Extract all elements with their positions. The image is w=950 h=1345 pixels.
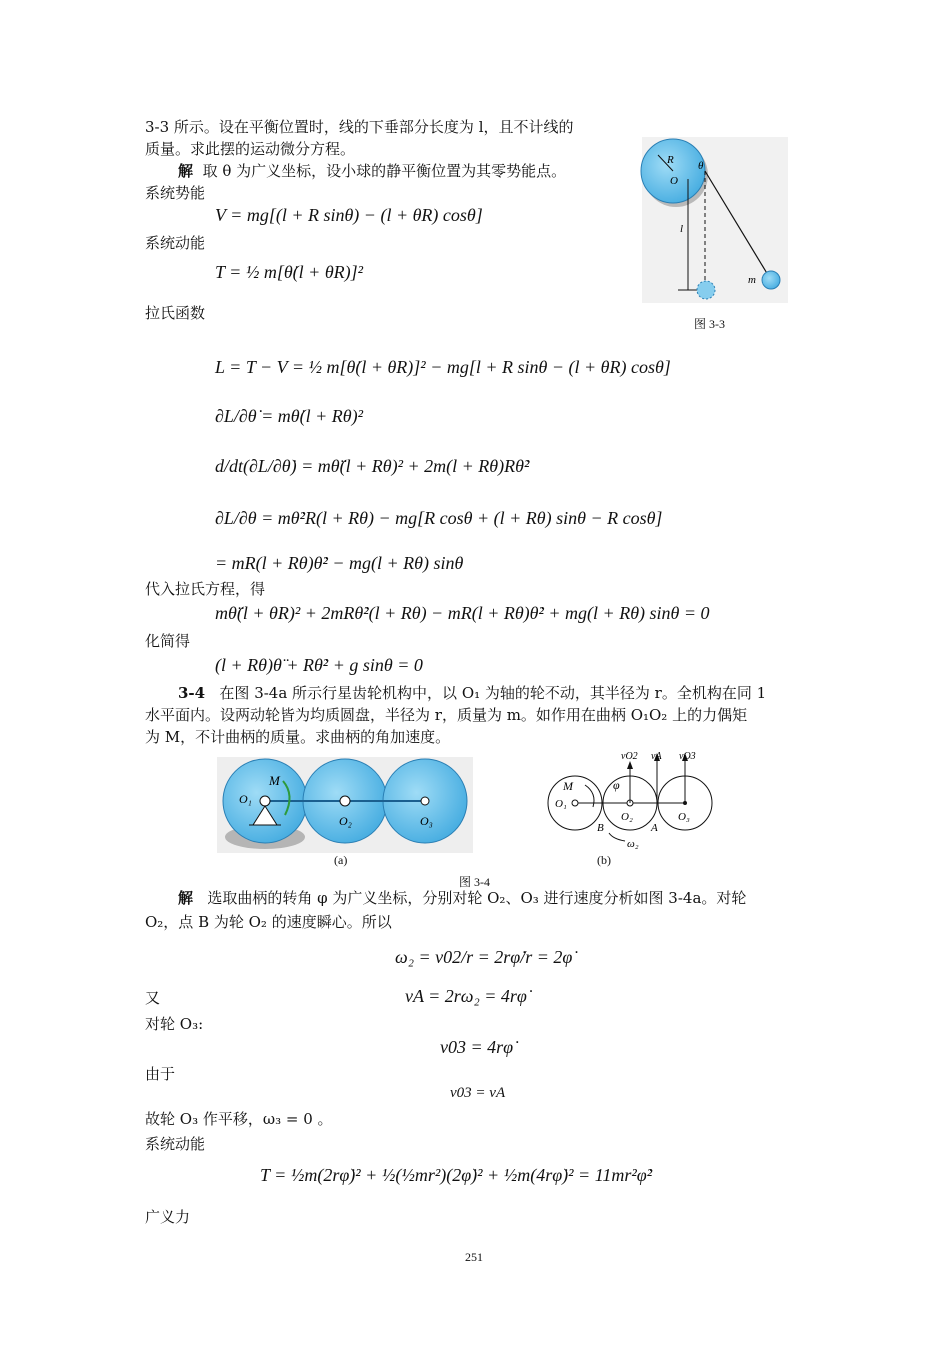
fig34b-sublabel: (b) xyxy=(597,853,611,867)
eq-vA: vA = 2rω₂ = 4rφ̇ xyxy=(405,986,527,1006)
substitute-label: 代入拉氏方程，得 xyxy=(145,580,266,598)
eq-potential: V = mg[(l + R sinθ) − (l + θR) cosθ] xyxy=(215,205,483,225)
since-label: 由于 xyxy=(145,1065,176,1083)
wheel-o3-label: 对轮 O₃: xyxy=(145,1015,204,1033)
figure-3-4b xyxy=(545,745,725,855)
fig33-label-l: l xyxy=(680,223,684,235)
eq-substituted: mθ̈(l + θR)² + 2mRθ̇²(l + Rθ) − mR(l + Rθ)θ̇² + mg(l + Rθ) sinθ = 0 xyxy=(215,603,710,623)
kinetic-label: 系统动能 xyxy=(145,234,206,252)
fig34b-label-vA: vA xyxy=(651,751,662,762)
sol34-line-1 xyxy=(178,887,746,909)
potential-label: 系统势能 xyxy=(145,184,206,202)
fig34b-label-O2: O₂ xyxy=(621,811,633,823)
fig34b-label-O3: O₃ xyxy=(678,811,690,823)
fig34b-label-B: B xyxy=(597,822,604,834)
fig34b-pivot-1 xyxy=(572,800,578,806)
fig34a-label-M: M xyxy=(269,773,280,788)
fig34a-pivot-2 xyxy=(340,796,350,806)
fig34b-moment-arc xyxy=(585,785,594,807)
intro-line-1: 3-3 所示。设在平衡位置时，线的下垂部分长度为 l，且不计线的 xyxy=(145,118,574,136)
eq-v03: v03 = 4rφ̇ xyxy=(440,1037,514,1057)
eq-ddt: d/dt(∂L/∂θ̇) = mθ̈(l + Rθ)² + 2m(l + Rθ)Rθ̇² xyxy=(215,456,530,476)
sol34-kinetic-label: 系统动能 xyxy=(145,1135,206,1153)
fig34b-vO2-head xyxy=(627,761,633,769)
fig34b-label-phi: φ xyxy=(613,778,620,792)
page-number: 251 xyxy=(465,1250,483,1264)
fig34a-label-O2: O₂ xyxy=(339,814,352,828)
fig34a-pivot-3 xyxy=(421,797,429,805)
simplify-label: 化简得 xyxy=(145,632,191,650)
solution-label: 解 xyxy=(178,162,194,180)
also-label: 又 xyxy=(145,989,161,1007)
eq-dL-dtheta-simplified: = mR(l + Rθ)θ̇² − mg(l + Rθ) sinθ xyxy=(215,553,464,573)
fig33-label-R: R xyxy=(667,154,674,166)
genforce-label: 广义力 xyxy=(145,1208,191,1226)
eq-dL-dthetadot: ∂L/∂θ̇ = mθ̇(l + Rθ)² xyxy=(215,406,363,426)
lagrange-label: 拉氏函数 xyxy=(145,304,206,322)
eq-simplified: (l + Rθ)θ̈ + Rθ̇² + g sinθ = 0 xyxy=(215,655,423,675)
fig34b-label-omega2: ω₂ xyxy=(627,838,639,850)
fig34b-label-A: A xyxy=(651,822,658,834)
fig34b-label-O1: O₁ xyxy=(555,798,567,810)
p34-line-2: 水平面内。设两动轮皆为均质圆盘，半径为 r，质量为 m。如作用在曲柄 O₁O₂ 上的力偶矩 xyxy=(145,706,748,724)
fig34a-label-O3: O₃ xyxy=(420,814,433,828)
fig33-label-theta: θ xyxy=(698,160,704,172)
eq-lagrangian: L = T − V = ½ m[θ̇(l + θR)]² − mg[l + R sinθ − (l + θR) cosθ] xyxy=(215,357,671,377)
solution-line xyxy=(178,160,566,182)
fig34b-label-vO2: vO2 xyxy=(621,751,638,762)
intro-line-2: 质量。求此摆的运动微分方程。 xyxy=(145,140,356,158)
fig34b-label-vO3: vO3 xyxy=(679,751,696,762)
fig33-equilibrium-ball xyxy=(697,281,715,299)
p34-number: 3-4 xyxy=(178,684,206,702)
eq-dL-dtheta: ∂L/∂θ = mθ̇²R(l + Rθ) − mg[R cosθ + (l + Rθ) sinθ − R cosθ] xyxy=(215,508,663,528)
solution-text: 取 θ 为广义坐标，设小球的静平衡位置为其零势能点。 xyxy=(202,162,567,180)
fig33-ball xyxy=(762,271,780,289)
eq-omega2: ω₂ = v02/r = 2rφ̇/r = 2φ̇ xyxy=(395,947,573,967)
sol34-line-2: O₂，点 B 为轮 O₂ 的速度瞬心。所以 xyxy=(145,913,392,931)
p34-line-1-text: 在图 3-4a 所示行星齿轮机构中，以 O₁ 为轴的轮不动，其半径为 r。全机构在同 1 xyxy=(219,684,767,702)
eq-sol34-kinetic: T = ½m(2rφ̇)² + ½(½mr²)(2φ̇)² + ½m(4rφ̇)² = 11mr²φ̇² xyxy=(260,1165,653,1185)
fig33-label-O: O xyxy=(670,175,678,187)
fig34b-omega-arc xyxy=(609,833,625,841)
fig33-label-m: m xyxy=(748,274,756,286)
fig33-caption: 图 3-3 xyxy=(694,317,725,331)
figure-3-3 xyxy=(640,135,790,305)
eq-v03-vA: v03 = vA xyxy=(450,1085,506,1101)
fig34a-pivot-1 xyxy=(260,796,270,806)
p34-line-1 xyxy=(178,682,766,704)
fig34b-label-M: M xyxy=(563,779,573,793)
fig34a-sublabel: (a) xyxy=(334,853,348,867)
translation-text: 故轮 O₃ 作平移，ω₃ = 0 。 xyxy=(145,1110,333,1128)
eq-kinetic: T = ½ m[θ̇(l + θR)]² xyxy=(215,262,364,282)
fig34-caption: 图 3-4 xyxy=(459,875,490,889)
sol34-line-1-text: 选取曲柄的转角 φ 为广义坐标，分别对轮 O₂、O₃ 进行速度分析如图 3-4a。对轮 xyxy=(207,889,747,907)
p34-line-3: 为 M，不计曲柄的质量。求曲柄的角加速度。 xyxy=(145,728,451,746)
sol34-label: 解 xyxy=(178,889,194,907)
fig34a-label-O1: O₁ xyxy=(239,792,252,806)
figure-3-4a xyxy=(215,755,475,855)
